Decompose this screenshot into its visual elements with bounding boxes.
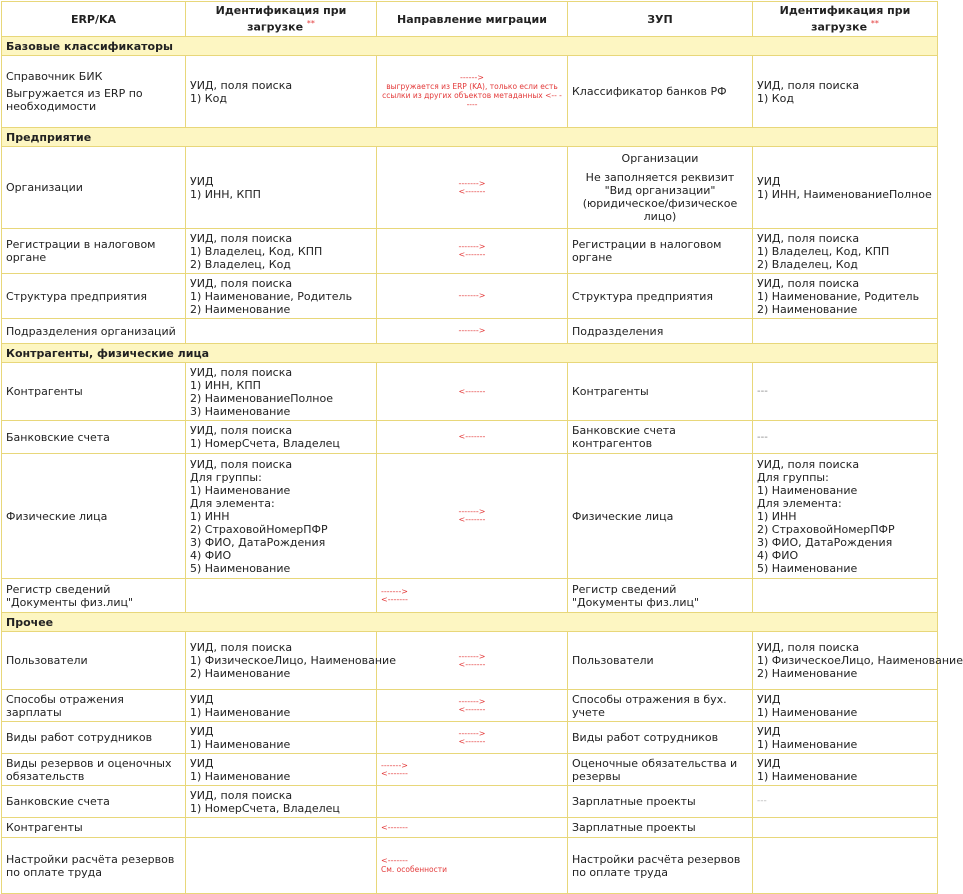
migration-direction-cell	[377, 274, 568, 319]
migration-direction-cell-line: выгружается из ERP (KA), только если есть ссылки из других объектов метаданных <-- -----	[382, 82, 562, 109]
zup-identification-cell	[753, 579, 938, 613]
erp-object-cell	[2, 838, 186, 894]
header-erp	[2, 2, 186, 37]
erp-identification-cell-line: 1) Наименование	[190, 769, 291, 783]
section-title: Контрагенты, физические лица	[2, 344, 938, 363]
migration-direction-cell-line: <-------	[458, 432, 486, 441]
erp-object-cell-line: Регистрации в налоговом органе	[6, 238, 156, 264]
migration-direction-cell	[377, 632, 568, 690]
erp-identification-cell-line: 3) Наименование	[190, 404, 291, 418]
zup-object-cell-line: Структура предприятия	[572, 289, 714, 303]
zup-identification-cell-line: 1) ИНН	[757, 509, 797, 523]
erp-object-cell	[2, 421, 186, 454]
erp-object-cell	[2, 690, 186, 722]
erp-object-cell-line: Выгружается из ERP по необходимости	[6, 87, 143, 113]
erp-object-cell	[2, 454, 186, 579]
header-identification	[186, 2, 377, 37]
section-title: Прочее	[2, 613, 938, 632]
erp-identification-cell	[186, 838, 377, 894]
erp-identification-cell	[186, 786, 377, 818]
zup-identification-cell	[753, 754, 938, 786]
zup-object-cell-line: Организации	[621, 152, 699, 165]
erp-identification-cell-line: 1) ИНН, КПП	[190, 187, 261, 201]
header-erp-label: ERP/KA	[70, 12, 117, 26]
erp-object-cell-line: Справочник БИК	[6, 70, 103, 83]
erp-object-cell-line: Способы отражения зарплаты	[6, 692, 124, 719]
migration-direction-cell-line: ------->	[458, 507, 486, 516]
zup-identification-cell-line: 2) Владелец, Код	[757, 257, 858, 271]
table-row	[2, 56, 938, 128]
header-identification-zup-star: **	[870, 19, 879, 29]
header-row	[2, 2, 938, 37]
erp-identification-cell-line: 1) Наименование	[190, 483, 291, 497]
migration-direction-cell-line: ------->	[458, 696, 486, 706]
migration-direction-cell-line: ------->	[458, 728, 486, 738]
migration-direction-cell-line: ------->	[458, 242, 486, 251]
zup-identification-cell-line: ---	[757, 796, 767, 806]
zup-object-cell-line: Виды работ сотрудников	[572, 731, 719, 744]
section-title: Базовые классификаторы	[2, 37, 938, 56]
section-row	[2, 128, 938, 147]
migration-direction-cell-line: ------>	[459, 73, 485, 82]
erp-identification-cell-line: 4) ФИО	[190, 548, 232, 562]
erp-identification-cell-line: 2) Наименование	[190, 302, 291, 316]
zup-identification-cell-line: 4) ФИО	[757, 548, 799, 562]
zup-object-cell	[568, 690, 753, 722]
zup-identification-cell	[753, 274, 938, 319]
migration-direction-cell-line: <-------	[381, 768, 408, 778]
zup-identification-cell	[753, 690, 938, 722]
migration-direction-cell-line: См. особенности	[381, 865, 447, 874]
migration-direction-cell-line: <-------	[458, 386, 486, 396]
erp-object-cell-line: Настройки расчёта резервов по оплате труда	[6, 852, 175, 879]
erp-object-cell-line: Регистр сведений "Документы физ.лиц"	[6, 582, 134, 609]
erp-identification-cell	[186, 363, 377, 421]
table-row	[2, 579, 938, 613]
erp-identification-cell-line: Для группы:	[190, 470, 262, 484]
erp-object-cell	[2, 722, 186, 754]
erp-object-cell-line: Контрагенты	[6, 821, 83, 834]
table-row	[2, 754, 938, 786]
header-direction	[377, 2, 568, 37]
erp-identification-cell-line: УИД, поля поиска	[190, 641, 293, 654]
zup-identification-cell-line: 1) ИНН, НаименованиеПолное	[757, 187, 932, 201]
table-body	[2, 37, 963, 894]
erp-identification-cell-line: УИД, поля поиска	[190, 424, 293, 437]
migration-direction-cell	[377, 838, 568, 894]
migration-direction-cell	[377, 319, 568, 344]
zup-identification-cell-line: 1) Наименование	[757, 737, 858, 751]
zup-identification-cell	[753, 838, 938, 894]
table-row	[2, 786, 938, 818]
zup-identification-cell	[753, 147, 938, 229]
zup-identification-cell-line: ---	[757, 431, 768, 443]
table-row	[2, 722, 938, 754]
zup-identification-cell-line: УИД, поля поиска	[757, 457, 860, 471]
section-row	[2, 613, 938, 632]
erp-object-cell	[2, 229, 186, 274]
zup-identification-cell	[753, 454, 938, 579]
erp-identification-cell	[186, 722, 377, 754]
table-row	[2, 838, 938, 894]
migration-direction-cell-line: <-------	[458, 659, 486, 669]
erp-identification-cell	[186, 454, 377, 579]
migration-direction-cell	[377, 722, 568, 754]
erp-identification-cell	[186, 274, 377, 319]
erp-object-cell	[2, 786, 186, 818]
zup-object-cell	[568, 274, 753, 319]
zup-identification-cell-line: УИД	[757, 174, 781, 188]
erp-identification-cell-line: 2) Владелец, Код	[190, 257, 291, 271]
erp-identification-cell	[186, 632, 396, 690]
erp-object-cell-line: Банковские счета	[6, 430, 110, 444]
erp-identification-cell	[186, 229, 377, 274]
erp-identification-cell-line: УИД, поля поиска	[190, 276, 293, 290]
table-row	[2, 454, 938, 579]
erp-identification-cell-line: 5) Наименование	[190, 561, 291, 575]
zup-identification-cell-line: Для группы:	[757, 470, 829, 484]
erp-identification-cell-line: УИД, поля поиска	[190, 457, 293, 471]
migration-direction-cell	[377, 147, 568, 229]
table-row	[2, 818, 938, 838]
zup-object-cell	[568, 363, 753, 421]
header-identification-star: **	[306, 19, 315, 29]
erp-identification-cell-line: 1) Наименование, Родитель	[190, 289, 353, 303]
erp-identification-cell-line: УИД	[190, 174, 214, 188]
zup-identification-cell	[753, 632, 963, 690]
zup-identification-cell-line: ---	[757, 386, 768, 397]
erp-object-cell	[2, 319, 186, 344]
erp-identification-cell-line: 1) Наименование	[190, 737, 291, 751]
header-zup	[568, 2, 753, 37]
zup-object-cell-line: Пользователи	[572, 654, 654, 667]
erp-object-cell-line: Физические лица	[6, 509, 108, 523]
erp-object-cell	[2, 274, 186, 319]
zup-identification-cell	[753, 56, 938, 128]
zup-identification-cell-line: УИД, поля поиска	[757, 276, 860, 290]
erp-object-cell	[2, 579, 186, 613]
migration-direction-cell-line: <-------	[458, 186, 486, 196]
zup-identification-cell-line: УИД, поля поиска	[757, 231, 860, 245]
table-row	[2, 147, 938, 229]
erp-identification-cell-line: 3) ФИО, ДатаРождения	[190, 535, 326, 549]
migration-direction-cell-line: <-------	[381, 822, 408, 832]
erp-identification-cell	[186, 421, 377, 454]
section-title: Предприятие	[2, 128, 938, 147]
zup-object-cell	[568, 229, 753, 274]
zup-object-cell	[568, 319, 753, 344]
migration-direction-cell-line: ------->	[458, 326, 486, 335]
zup-identification-cell-line: 1) Наименование	[757, 705, 858, 719]
zup-object-cell	[568, 147, 753, 229]
zup-object-cell	[568, 632, 753, 690]
erp-object-cell-line: Организации	[6, 181, 83, 194]
erp-identification-cell	[186, 579, 377, 613]
erp-identification-cell-line: УИД, поля поиска	[190, 788, 293, 802]
migration-direction-cell-line: <-------	[458, 515, 486, 524]
migration-direction-cell	[377, 786, 568, 818]
migration-direction-cell-line: <-------	[381, 856, 408, 865]
table-row	[2, 421, 938, 454]
erp-identification-cell	[186, 56, 377, 128]
header-identification-zup-label: Идентификация при загрузке	[779, 4, 911, 34]
migration-direction-cell	[377, 56, 568, 128]
zup-object-cell	[568, 421, 753, 454]
erp-object-cell	[2, 818, 186, 838]
zup-object-cell-line: Банковские счета контрагентов	[572, 424, 676, 450]
zup-object-cell	[568, 454, 753, 579]
erp-object-cell-line: Подразделения организаций	[6, 324, 176, 338]
zup-identification-cell	[753, 722, 938, 754]
zup-object-cell	[568, 838, 753, 894]
zup-object-cell-line: Настройки расчёта резервов по оплате труда	[572, 852, 741, 879]
header-zup-label: ЗУП	[647, 12, 673, 26]
erp-object-cell-line: Пользователи	[6, 654, 88, 667]
zup-object-cell-line: Не заполняется реквизит "Вид организации" (юридическое/физическое лицо)	[582, 171, 738, 223]
table-row	[2, 690, 938, 722]
erp-object-cell-line: Контрагенты	[6, 385, 83, 398]
zup-identification-cell	[753, 319, 938, 344]
migration-direction-cell	[377, 754, 568, 786]
zup-identification-cell-line: УИД, поля поиска	[757, 78, 860, 92]
zup-object-cell-line: Зарплатные проекты	[572, 821, 696, 834]
table-row	[2, 632, 938, 690]
zup-identification-cell-line: 1) Владелец, Код, КПП	[757, 244, 890, 258]
erp-identification-cell-line: УИД, поля поиска	[190, 78, 293, 92]
migration-direction-cell-line: ------->	[458, 651, 486, 661]
zup-object-cell	[568, 56, 753, 128]
erp-object-cell	[2, 147, 186, 229]
erp-object-cell	[2, 632, 186, 690]
erp-object-cell	[2, 56, 186, 128]
zup-object-cell	[568, 754, 753, 786]
erp-identification-cell-line: УИД	[190, 756, 214, 770]
erp-identification-cell	[186, 754, 377, 786]
zup-object-cell	[568, 786, 753, 818]
erp-object-cell	[2, 363, 186, 421]
header-direction-label: Направление миграции	[397, 12, 547, 26]
erp-identification-cell-line: 2) СтраховойНомерПФР	[190, 522, 328, 536]
migration-direction-cell	[377, 421, 568, 454]
erp-identification-cell-line: УИД, поля поиска	[190, 365, 293, 379]
zup-identification-cell-line: 1) Наименование	[757, 769, 858, 783]
zup-identification-cell-line: 1) Наименование, Родитель	[757, 289, 920, 303]
header-identification-zup	[753, 2, 938, 37]
erp-object-cell-line: Банковские счета	[6, 795, 110, 808]
migration-direction-cell	[377, 454, 568, 579]
migration-direction-cell	[377, 579, 568, 613]
zup-identification-cell-line: 2) Наименование	[757, 302, 858, 316]
migration-direction-cell-line: ------->	[381, 586, 408, 596]
zup-identification-cell-line: Для элемента:	[757, 496, 842, 510]
zup-object-cell-line: Регистр сведений "Документы физ.лиц"	[572, 582, 700, 609]
erp-identification-cell-line: 1) Владелец, Код, КПП	[190, 244, 323, 258]
erp-object-cell-line: Виды резервов и оценочных обязательств	[6, 756, 172, 783]
erp-identification-cell-line: 2) Наименование	[190, 667, 291, 680]
migration-direction-cell-line: ------->	[381, 760, 408, 770]
zup-object-cell-line: Классификатор банков РФ	[572, 85, 727, 98]
header-identification-label: Идентификация при загрузке	[215, 4, 347, 34]
erp-identification-cell-line: УИД	[190, 692, 214, 706]
zup-identification-cell	[753, 421, 938, 454]
table-row	[2, 319, 938, 344]
erp-object-cell-line: Структура предприятия	[6, 289, 148, 303]
migration-table	[1, 1, 963, 894]
erp-identification-cell	[186, 690, 377, 722]
table-row	[2, 274, 938, 319]
migration-direction-cell-line: ------->	[458, 178, 486, 188]
erp-identification-cell-line: 1) ИНН, КПП	[190, 378, 261, 392]
zup-identification-cell-line: 1) Код	[757, 91, 794, 105]
zup-identification-cell	[753, 786, 938, 818]
zup-identification-cell-line: 2) СтраховойНомерПФР	[757, 522, 895, 536]
migration-direction-cell	[377, 229, 568, 274]
migration-direction-cell-line: <-------	[458, 250, 486, 259]
zup-identification-cell	[753, 818, 938, 838]
erp-identification-cell	[186, 147, 377, 229]
zup-identification-cell	[753, 363, 938, 421]
zup-identification-cell-line: 1) ФизическоеЛицо, Наименование	[757, 654, 963, 667]
table-row	[2, 363, 938, 421]
erp-identification-cell-line: 1) НомерСчета, Владелец	[190, 801, 340, 815]
erp-identification-cell-line: УИД, поля поиска	[190, 231, 293, 245]
zup-identification-cell-line: 5) Наименование	[757, 561, 858, 575]
table-row	[2, 229, 938, 274]
migration-direction-cell	[377, 690, 568, 722]
zup-identification-cell-line: 2) Наименование	[757, 667, 858, 680]
erp-identification-cell-line: 1) ИНН	[190, 509, 230, 523]
erp-identification-cell-line: 1) Код	[190, 91, 227, 105]
zup-identification-cell-line: УИД	[757, 724, 781, 738]
zup-object-cell-line: Физические лица	[572, 509, 674, 523]
migration-direction-cell-line: <-------	[458, 736, 486, 746]
migration-direction-cell	[377, 363, 568, 421]
section-row	[2, 37, 938, 56]
migration-direction-cell	[377, 818, 568, 838]
migration-direction-cell-line: <-------	[458, 704, 486, 714]
zup-object-cell	[568, 579, 753, 613]
erp-identification-cell-line: Для элемента:	[190, 496, 275, 510]
zup-object-cell-line: Регистрации в налоговом органе	[572, 238, 722, 264]
zup-object-cell-line: Контрагенты	[572, 385, 649, 398]
erp-identification-cell-line: 1) НомерСчета, Владелец	[190, 437, 340, 450]
zup-object-cell	[568, 818, 753, 838]
zup-object-cell-line: Способы отражения в бух. учете	[572, 692, 727, 719]
erp-identification-cell-line: УИД	[190, 724, 214, 738]
zup-object-cell-line: Зарплатные проекты	[572, 795, 696, 808]
erp-identification-cell-line: 1) Наименование	[190, 705, 291, 719]
section-row	[2, 344, 938, 363]
erp-identification-cell	[186, 319, 377, 344]
zup-identification-cell-line: 1) Наименование	[757, 483, 858, 497]
zup-identification-cell-line: УИД	[757, 692, 781, 706]
zup-object-cell-line: Оценочные обязательства и резервы	[572, 756, 738, 783]
zup-object-cell-line: Подразделения	[572, 324, 664, 338]
zup-identification-cell-line: 3) ФИО, ДатаРождения	[757, 535, 893, 549]
erp-identification-cell-line: 2) НаименованиеПолное	[190, 391, 333, 405]
erp-object-cell	[2, 754, 186, 786]
zup-object-cell	[568, 722, 753, 754]
migration-direction-cell-line: <-------	[381, 594, 408, 604]
zup-identification-cell-line: УИД	[757, 756, 781, 770]
zup-identification-cell	[753, 229, 938, 274]
erp-object-cell-line: Виды работ сотрудников	[6, 731, 153, 744]
migration-direction-cell-line: ------->	[458, 291, 486, 300]
erp-identification-cell	[186, 818, 377, 838]
erp-identification-cell-line: 1) ФизическоеЛицо, Наименование	[190, 654, 396, 667]
zup-identification-cell-line: УИД, поля поиска	[757, 641, 860, 654]
